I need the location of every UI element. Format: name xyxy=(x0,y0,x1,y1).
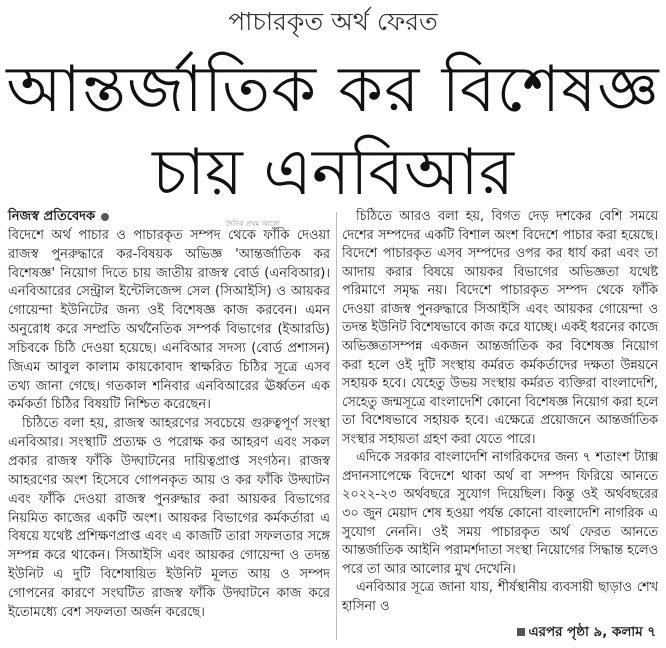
paragraph: চিঠিতে বলা হয়, রাজস্ব আহরণের সবচেয়ে গুরুত্বপূর্ণ সংস্থা এনবিআর। সংস্থাটি প্রত্যক্ষ ও পরোক্ষ কর আহরণ এবং সকল প্রকার রাজস্ব ফাঁকি উদ্ঘাটনের দায়িত্বপ্রাপ্ত সংগঠন। রাজস্ব আহরণের অংশ হিসেবে গোপনকৃত আয় ও কর ফাঁকি উদ্ঘাটন এবং ফাঁকি দেওয়া রাজস্ব পুনরুদ্ধার করা আয়কর বিভাগের নিয়মিত কাজের একটি অংশ। আয়কর বিভাগের কর্মকর্তারা এ বিষয়ে যথেষ্ট প্রশিক্ষণপ্রাপ্ত এবং এ কাজটি তারা সফলতার সঙ্গে সম্পন্ন করে থাকেন। সিআইসি এবং আয়কর গোয়েন্দা ও তদন্ত ইউনিট এ দুটি বিশেষায়িত ইউনিট মূলত আয় ও সম্পদ গোপনের কারণে সংঘটিত রাজস্ব ফাঁকি উদ্ঘাটনে কাজ করে ইতোমধ্যে বেশ সফলতা অর্জন করেছে। xyxy=(8,416,330,620)
byline: নিজস্ব প্রতিবেদক xyxy=(8,209,96,224)
continued-on-page xyxy=(517,623,657,642)
headline-line-1: আন্তর্জাতিক কর বিশেষজ্ঞ xyxy=(6,53,660,127)
paragraph: এনবিআর সূত্রে জানা যায়, শীর্ষস্থানীয় ব্যবসায়ী ছাড়াও শেখ হাসিনা ও xyxy=(342,580,658,614)
paragraph: বিদেশে অর্থ পাচার ও পাচারকৃত সম্পদ থেকে ফাঁকি দেওয়া রাজস্ব পুনরুদ্ধারে কর-বিষয়ক অভিজ্ঞ 'আন্তর্জাতিক কর বিশেষজ্ঞ' নিয়োগ দিতে চায় জাতীয় রাজস্ব বোর্ড (এনবিআর)। এনবিআরের সেন্ট্রাল ইন্টেলিজেন্স সেল (সিআইসি) ও আয়কর গোয়েন্দা ইউনিটের জন্য ওই বিশেষজ্ঞ কাজ করবেন। এমন অনুরোধ করে সম্প্রতি অর্থনৈতিক সম্পর্ক বিভাগের (ইআরডি) সচিবকে চিঠি দেওয়া হয়েছে। এনবিআর সদস্য (বোর্ড প্রশাসন) জিএম আবুল কালাম কায়কোবাদ স্বাক্ষরিত চিঠির সূত্রে এসব তথ্য জানা গেছে। গতকাল শনিবার এনবিআরের ঊর্ধ্বতন এক কর্মকর্তা চিঠির বিষয়টি নিশ্চিত করেছেন। xyxy=(8,227,330,413)
square-bullet-icon xyxy=(517,628,525,636)
left-column xyxy=(8,208,330,623)
right-column xyxy=(342,208,658,616)
paragraph: এদিকে সরকার বাংলাদেশি নাগরিকদের জন্য ৭ শতাংশ ট্যাক্স প্রদানসাপেক্ষে বিদেশে থাকা অর্থ বা সম্পদ ফিরিয়ে আনতে ২০২২-২৩ অর্থবছরে সুযোগ দিয়েছিল। কিন্তু ওই অর্থবছরের ৩০ জুন মেয়াদ শেষ হওয়া পর্যন্ত কোনো বাংলাদেশি নাগরিক এ সুযোগ নেননি। ওই সময় পাচারকৃত অর্থ ফেরত আনতে আন্তর্জাতিক আইনি পরামর্শদাতা সংস্থা নিয়োগের সিদ্ধান্ত হলেও পরে তা আর আলোর মুখ দেখেনি। xyxy=(342,450,658,577)
article-kicker: পাচারকৃত অর্থ ফেরত xyxy=(228,7,438,36)
watermark-small-text: দৈনিক প্রথম আলো xyxy=(226,220,280,228)
byline-bullet-icon xyxy=(101,213,109,221)
byline-row xyxy=(8,208,330,227)
jump-label: এরপর পৃষ্ঠা ৯, কলাম ৭ xyxy=(528,625,656,640)
headline-line-2: চায় এনবিআর xyxy=(152,136,514,210)
column-divider xyxy=(336,212,337,640)
paragraph: চিঠিতে আরও বলা হয়, বিগত দেড় দশকের বেশি সময়ে দেশের সম্পদের একটি বিশাল অংশ বিদেশে পাচার করা হয়েছে। বিদেশে পাচারকৃত এসব সম্পদের ওপর কর ধার্য করা এবং তা আদায় করার বিষয়ে আয়কর বিভাগের অভিজ্ঞতা যথেষ্ট পরিমাণে সমৃদ্ধ নয়। বিদেশে পাচারকৃত সম্পদ থেকে ফাঁকি দেওয়া রাজস্ব পুনরুদ্ধারে সিআইসি এবং আয়কর গোয়েন্দা ও তদন্ত ইউনিট বিশেষভাবে কাজ করে যাচ্ছে। একই ধরনের কাজে অভিজ্ঞতাসম্পন্ন একজন আন্তর্জাতিক কর বিশেষজ্ঞ নিয়োগ করা হলে ওই দুটি সংস্থায় কর্মরত কর্মকর্তাদের দক্ষতা উন্নয়নে সহায়ক হবে। যেহেতু উভয় সংস্থায় কর্মরত ব্যক্তিরা বাংলাদেশি, সেহেতু জন্মসূত্রে বাংলাদেশি কোনো বিশেষজ্ঞ নিয়োগ করা হলে তা বিশেষভাবে সহায়ক হবে। এক্ষেত্রে প্রয়োজনে আন্তর্জাতিক সংস্থার সহায়তা গ্রহণ করা যেতে পারে। xyxy=(342,209,658,447)
